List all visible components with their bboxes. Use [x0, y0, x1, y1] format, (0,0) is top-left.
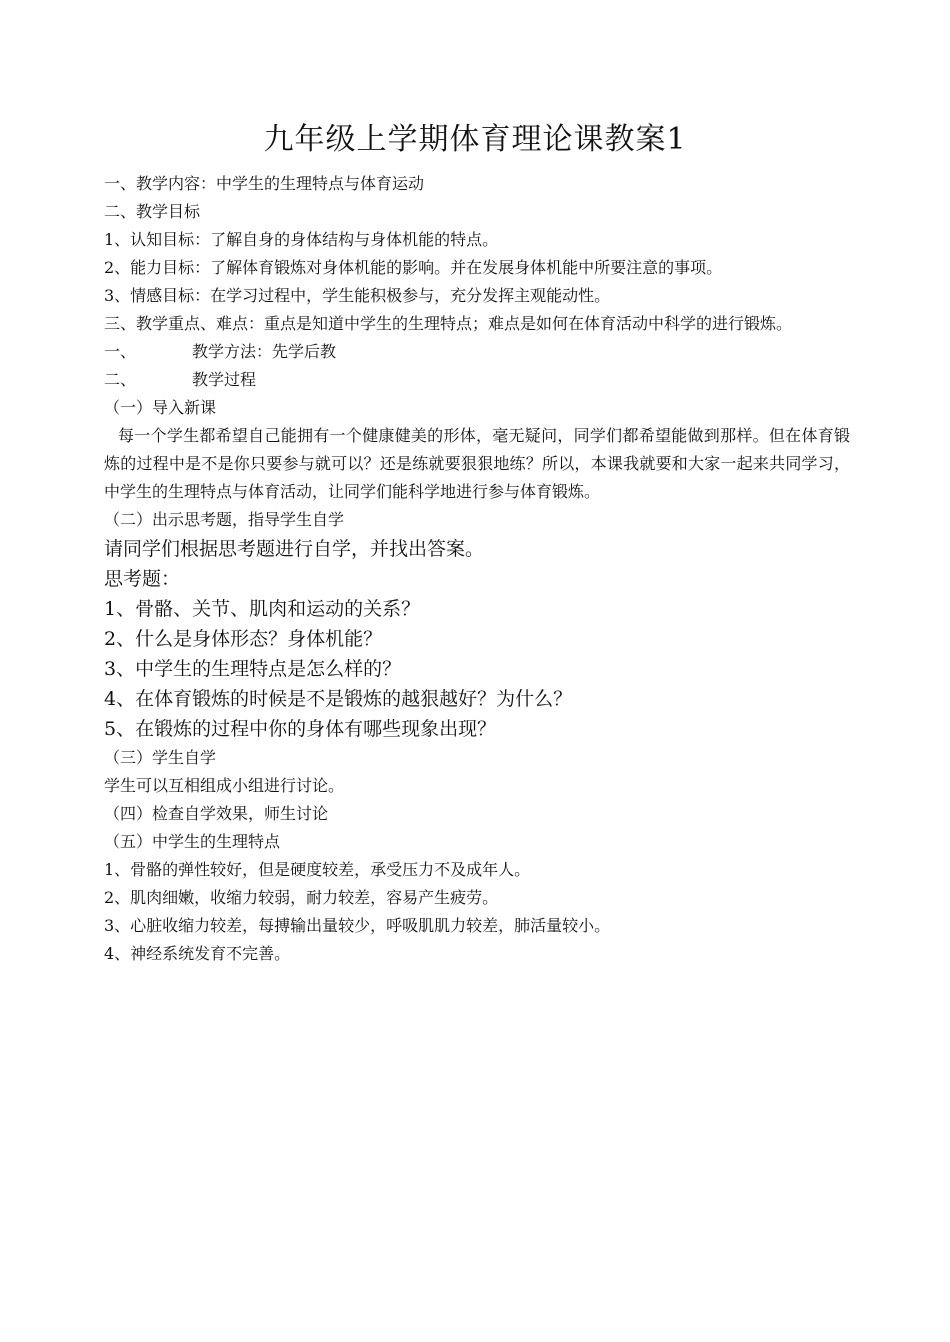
physiology-point-2: 2、肌肉细嫩，收缩力较弱，耐力较差，容易产生疲劳。 [104, 888, 499, 907]
section-intro-heading: （一）导入新课 [104, 398, 217, 417]
question-4: 4、在体育锻炼的时候是不是锻炼的越狠越好？为什么？ [104, 688, 573, 710]
teaching-process-text: 教学过程 [192, 370, 257, 389]
questions-label: 思考题： [104, 568, 181, 590]
physiology-point-1: 1、骨骼的弹性较好，但是硬度较差，承受压力不及成年人。 [104, 860, 531, 879]
document-title: 九年级上学期体育理论课教案1 [263, 122, 687, 157]
teaching-content: 一、教学内容：中学生的生理特点与体育运动 [104, 174, 425, 193]
teaching-process-number: 二、 [104, 370, 137, 389]
section-questions-heading: （二）出示思考题，指导学生自学 [104, 510, 345, 529]
question-2: 2、什么是身体形态？身体机能？ [104, 628, 383, 650]
teaching-process [104, 366, 850, 394]
question-1: 1、骨骼、关节、肌肉和运动的关系？ [104, 598, 421, 620]
physiology-point-4: 4、神经系统发育不完善。 [104, 944, 291, 963]
teaching-method-text: 教学方法：先学后教 [192, 342, 337, 361]
question-5: 5、在锻炼的过程中你的身体有哪些现象出现？ [104, 718, 497, 740]
section-self-study-heading: （三）学生自学 [104, 748, 217, 767]
teaching-goals-heading: 二、教学目标 [104, 202, 201, 221]
group-discussion: 学生可以互相组成小组进行讨论。 [104, 776, 345, 795]
section-check-heading: （四）检查自学效果，师生讨论 [104, 804, 329, 823]
intro-paragraph: 每一个学生都希望自己能拥有一个健康健美的形体，毫无疑问，同学们都希望能做到那样。但在体育锻炼的过程中是不是你只要参与就可以？还是练就要狠狠地练？所以，本课我就要和大家一起来共同学习，中学生的生理特点与体育活动，让同学们能科学地进行参与体育锻炼。 [104, 426, 850, 501]
section-physiology-heading: （五）中学生的生理特点 [104, 832, 281, 851]
question-3: 3、中学生的生理特点是怎么样的？ [104, 658, 402, 680]
physiology-point-3: 3、心脏收缩力较差，每搏输出量较少，呼吸肌肌力较差，肺活量较小。 [104, 916, 611, 935]
goal-emotion: 3、情感目标：在学习过程中，学生能积极参与，充分发挥主观能动性。 [104, 286, 611, 305]
document-body [104, 170, 850, 968]
self-study-instruction: 请同学们根据思考题进行自学，并找出答案。 [104, 538, 485, 560]
goal-cognitive: 1、认知目标：了解自身的身体结构与身体机能的特点。 [104, 230, 499, 249]
teaching-method [104, 338, 850, 366]
key-points: 三、教学重点、难点：重点是知道中学生的生理特点；难点是如何在体育活动中科学的进行锻炼。 [104, 314, 793, 333]
goal-ability: 2、能力目标：了解体育锻炼对身体机能的影响。并在发展身体机能中所要注意的事项。 [104, 258, 723, 277]
teaching-method-number: 一、 [104, 342, 137, 361]
